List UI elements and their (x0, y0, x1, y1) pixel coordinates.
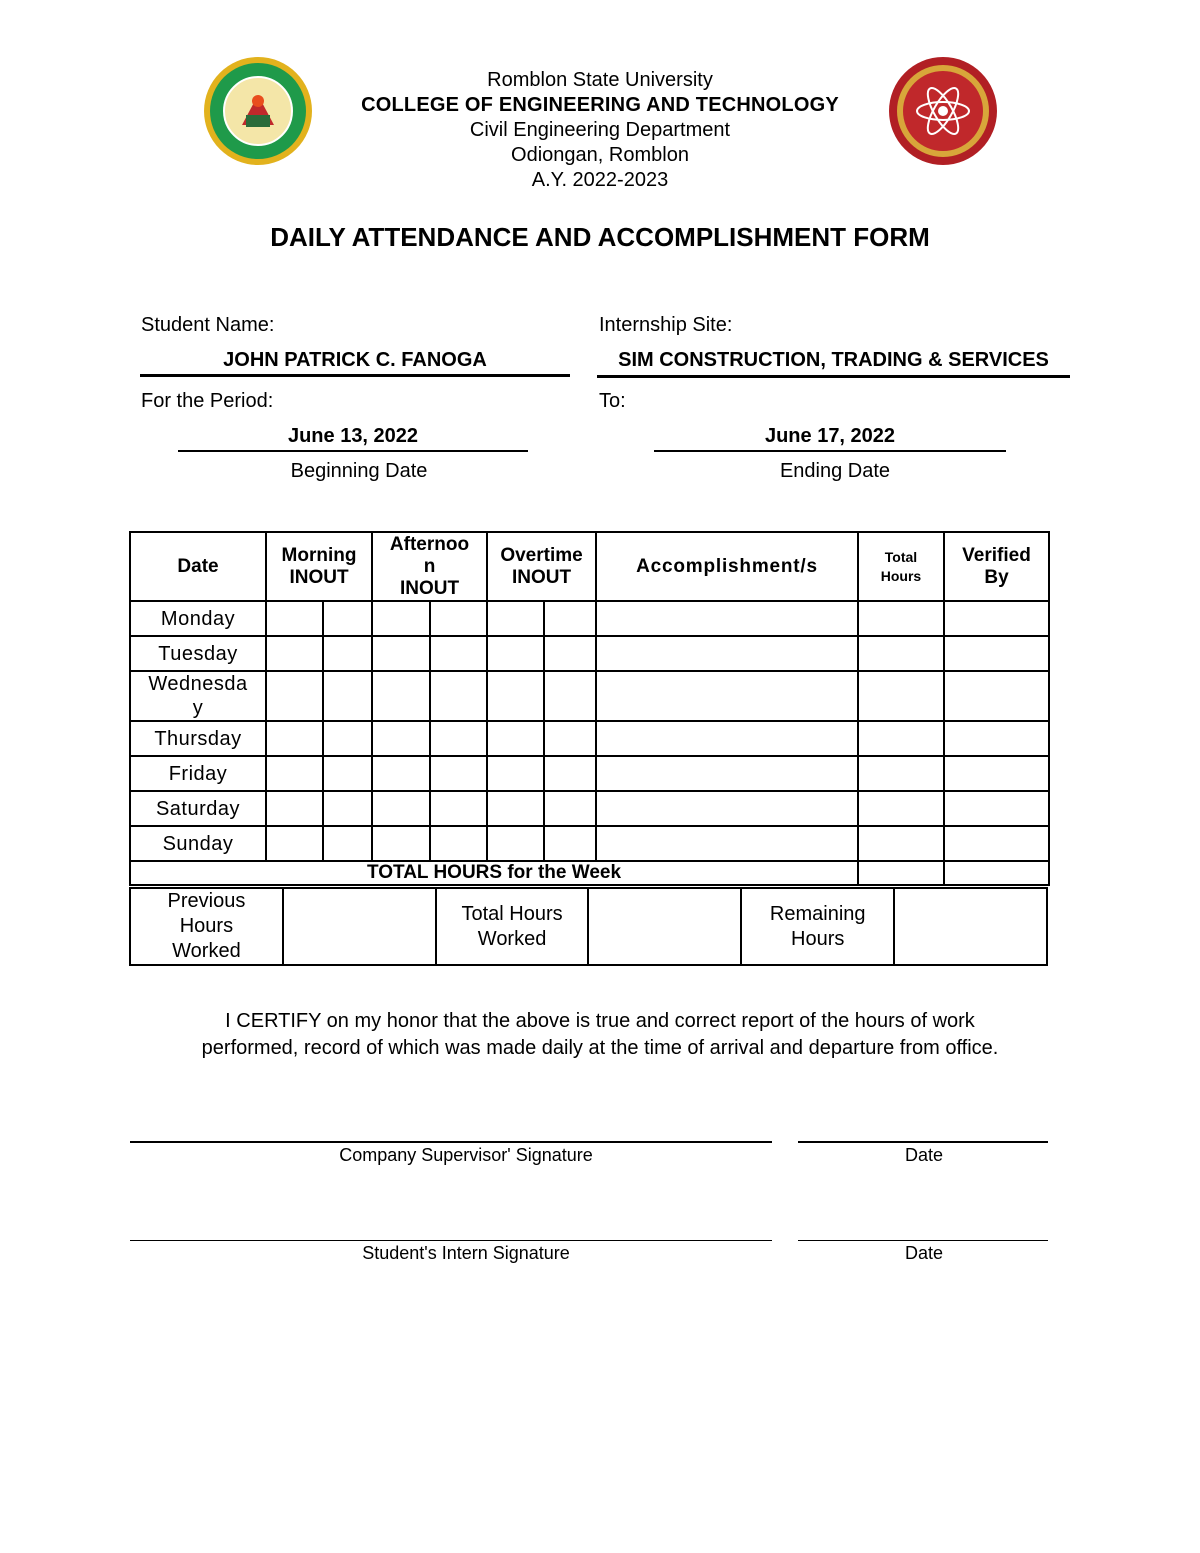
location: Odiongan, Romblon (511, 144, 689, 166)
student-name-value: JOHN PATRICK C. FANOGA (223, 349, 487, 371)
accomplishment-cell[interactable] (596, 636, 858, 671)
verified-by-cell[interactable] (944, 791, 1049, 826)
remaining-hours-label (741, 888, 894, 965)
verified-by-cell[interactable] (944, 721, 1049, 756)
total-hours-worked-value[interactable] (588, 888, 741, 965)
table-row (130, 636, 1049, 671)
total-hours-cell[interactable] (858, 756, 944, 791)
college-seal-icon (887, 55, 999, 167)
college-name: COLLEGE OF ENGINEERING AND TECHNOLOGY (361, 94, 839, 116)
time-cell[interactable] (487, 601, 544, 636)
time-cell[interactable] (323, 791, 372, 826)
time-cell[interactable] (544, 756, 596, 791)
time-cell[interactable] (372, 826, 430, 861)
time-cell[interactable] (266, 601, 323, 636)
certification-line1: I CERTIFY on my honor that the above is true and correct report of the hours of work (225, 1010, 975, 1032)
time-cell[interactable] (372, 671, 430, 721)
supervisor-signature-label: Company Supervisor' Signature (339, 1145, 593, 1165)
verified-by-cell[interactable] (944, 671, 1049, 721)
certification-line2: performed, record of which was made daily at the time of arrival and departure from office. (201, 1037, 999, 1059)
supervisor-date-label: Date (904, 1145, 944, 1165)
internship-site-label: Internship Site: (599, 314, 733, 336)
table-row (130, 756, 1049, 791)
day-cell: Thursday (130, 721, 266, 756)
ending-date-line (654, 450, 1006, 452)
day-cell-line2: y (192, 697, 204, 719)
header-afternoon-line2: n (423, 555, 436, 577)
header-overtime (487, 532, 596, 601)
time-cell[interactable] (544, 601, 596, 636)
header-morning-line2: INOUT (289, 566, 349, 588)
accomplishment-cell[interactable] (596, 671, 858, 721)
table-row (130, 601, 1049, 636)
time-cell[interactable] (487, 721, 544, 756)
time-cell[interactable] (266, 721, 323, 756)
time-cell[interactable] (544, 826, 596, 861)
time-cell[interactable] (487, 826, 544, 861)
time-cell[interactable] (323, 636, 372, 671)
department-name: Civil Engineering Department (469, 119, 731, 141)
university-seal-icon (202, 55, 314, 167)
total-hours-worked-line2: Worked (477, 927, 547, 950)
header-morning-line1: Morning (281, 544, 357, 566)
time-cell[interactable] (266, 826, 323, 861)
header-verified-line2: By (984, 566, 1009, 588)
time-cell[interactable] (372, 721, 430, 756)
header-verified-line1: Verified (962, 544, 1031, 566)
time-cell[interactable] (430, 756, 487, 791)
day-cell (130, 671, 266, 721)
total-hours-label: TOTAL HOURS for the Week (130, 861, 858, 885)
header-total-line1: Total (884, 548, 918, 565)
accomplishment-cell[interactable] (596, 721, 858, 756)
header-overtime-line2: INOUT (511, 566, 572, 588)
header-total-hours (858, 532, 944, 601)
time-cell[interactable] (323, 756, 372, 791)
time-cell[interactable] (544, 721, 596, 756)
header-overtime-line1: Overtime (500, 544, 583, 566)
previous-hours-label (130, 888, 283, 965)
time-cell[interactable] (323, 601, 372, 636)
beginning-date-value: June 13, 2022 (287, 425, 419, 447)
total-hours-cell[interactable] (858, 671, 944, 721)
hours-summary-table (129, 887, 1048, 966)
accomplishment-cell[interactable] (596, 791, 858, 826)
week-total-cell[interactable] (858, 861, 944, 885)
verified-by-cell[interactable] (944, 601, 1049, 636)
internship-site-line (597, 375, 1070, 378)
time-cell[interactable] (487, 791, 544, 826)
header-verified-by (944, 532, 1049, 601)
week-verified-cell[interactable] (944, 861, 1049, 885)
verified-by-cell[interactable] (944, 826, 1049, 861)
student-date-line[interactable] (798, 1240, 1048, 1241)
verified-by-cell[interactable] (944, 636, 1049, 671)
total-hours-cell[interactable] (858, 636, 944, 671)
header-afternoon-line1: Afternoo (389, 533, 470, 555)
period-to-label: To: (599, 390, 626, 412)
previous-hours-value[interactable] (283, 888, 436, 965)
table-row (130, 671, 1049, 721)
time-cell[interactable] (266, 791, 323, 826)
time-cell[interactable] (487, 756, 544, 791)
ending-date-caption: Ending Date (779, 460, 891, 482)
remaining-hours-line2: Hours (791, 927, 845, 950)
beginning-date-line (178, 450, 528, 452)
supervisor-date-line[interactable] (798, 1141, 1048, 1143)
period-from-label: For the Period: (141, 390, 274, 412)
table-row (130, 721, 1049, 756)
time-cell[interactable] (430, 671, 487, 721)
attendance-table (129, 531, 1050, 886)
accomplishment-cell[interactable] (596, 756, 858, 791)
form-title: DAILY ATTENDANCE AND ACCOMPLISHMENT FORM (270, 222, 930, 252)
total-hours-cell[interactable] (858, 791, 944, 826)
accomplishment-cell[interactable] (596, 826, 858, 861)
time-cell[interactable] (266, 671, 323, 721)
day-cell: Saturday (130, 791, 266, 826)
header-total-line2: Hours (880, 567, 922, 584)
table-header-row (130, 532, 1049, 601)
university-name: Romblon State University (487, 69, 713, 91)
certification-statement (140, 1008, 1060, 1062)
time-cell[interactable] (372, 601, 430, 636)
time-cell[interactable] (544, 791, 596, 826)
time-cell[interactable] (266, 636, 323, 671)
time-cell[interactable] (372, 756, 430, 791)
total-hours-row (130, 861, 1049, 885)
header-date: Date (130, 532, 266, 601)
ending-date-value: June 17, 2022 (764, 425, 896, 447)
previous-hours-line2: Hours (179, 915, 234, 937)
time-cell[interactable] (323, 826, 372, 861)
time-cell[interactable] (544, 671, 596, 721)
table-row (130, 791, 1049, 826)
header (300, 68, 900, 193)
student-signature-label: Student's Intern Signature (362, 1243, 570, 1263)
day-cell: Monday (130, 601, 266, 636)
time-cell[interactable] (487, 636, 544, 671)
remaining-hours-line1: Remaining (769, 902, 866, 925)
day-cell: Sunday (130, 826, 266, 861)
time-cell[interactable] (430, 826, 487, 861)
header-afternoon-line3: INOUT (399, 577, 460, 599)
total-hours-worked-line1: Total Hours (461, 902, 563, 925)
previous-hours-line1: Previous (167, 890, 246, 912)
table-row (130, 826, 1049, 861)
student-name-label: Student Name: (141, 314, 275, 336)
beginning-date-caption: Beginning Date (290, 460, 428, 482)
time-cell[interactable] (372, 636, 430, 671)
time-cell[interactable] (323, 671, 372, 721)
supervisor-signature-line[interactable] (130, 1141, 772, 1143)
accomplishment-cell[interactable] (596, 601, 858, 636)
student-name-line (140, 374, 570, 377)
time-cell[interactable] (487, 671, 544, 721)
time-cell[interactable] (266, 756, 323, 791)
student-date-label: Date (904, 1243, 944, 1263)
academic-year: A.Y. 2022-2023 (531, 169, 669, 191)
day-cell-line1: Wednesda (148, 673, 248, 695)
previous-hours-line3: Worked (172, 940, 241, 962)
header-accomplishments: Accomplishment/s (596, 532, 858, 601)
total-hours-cell[interactable] (858, 601, 944, 636)
total-hours-cell[interactable] (858, 826, 944, 861)
day-cell: Friday (130, 756, 266, 791)
total-hours-worked-label (436, 888, 589, 965)
time-cell[interactable] (323, 721, 372, 756)
internship-site-value: SIM CONSTRUCTION, TRADING & SERVICES (618, 349, 1049, 371)
remaining-hours-value[interactable] (894, 888, 1047, 965)
time-cell[interactable] (544, 636, 596, 671)
student-signature-line[interactable] (130, 1240, 772, 1241)
total-hours-cell[interactable] (858, 721, 944, 756)
time-cell[interactable] (430, 636, 487, 671)
verified-by-cell[interactable] (944, 756, 1049, 791)
time-cell[interactable] (430, 791, 487, 826)
header-afternoon (372, 532, 487, 601)
header-morning (266, 532, 372, 601)
day-cell: Tuesday (130, 636, 266, 671)
time-cell[interactable] (430, 721, 487, 756)
time-cell[interactable] (430, 601, 487, 636)
hours-summary-row (130, 888, 1047, 965)
time-cell[interactable] (372, 791, 430, 826)
